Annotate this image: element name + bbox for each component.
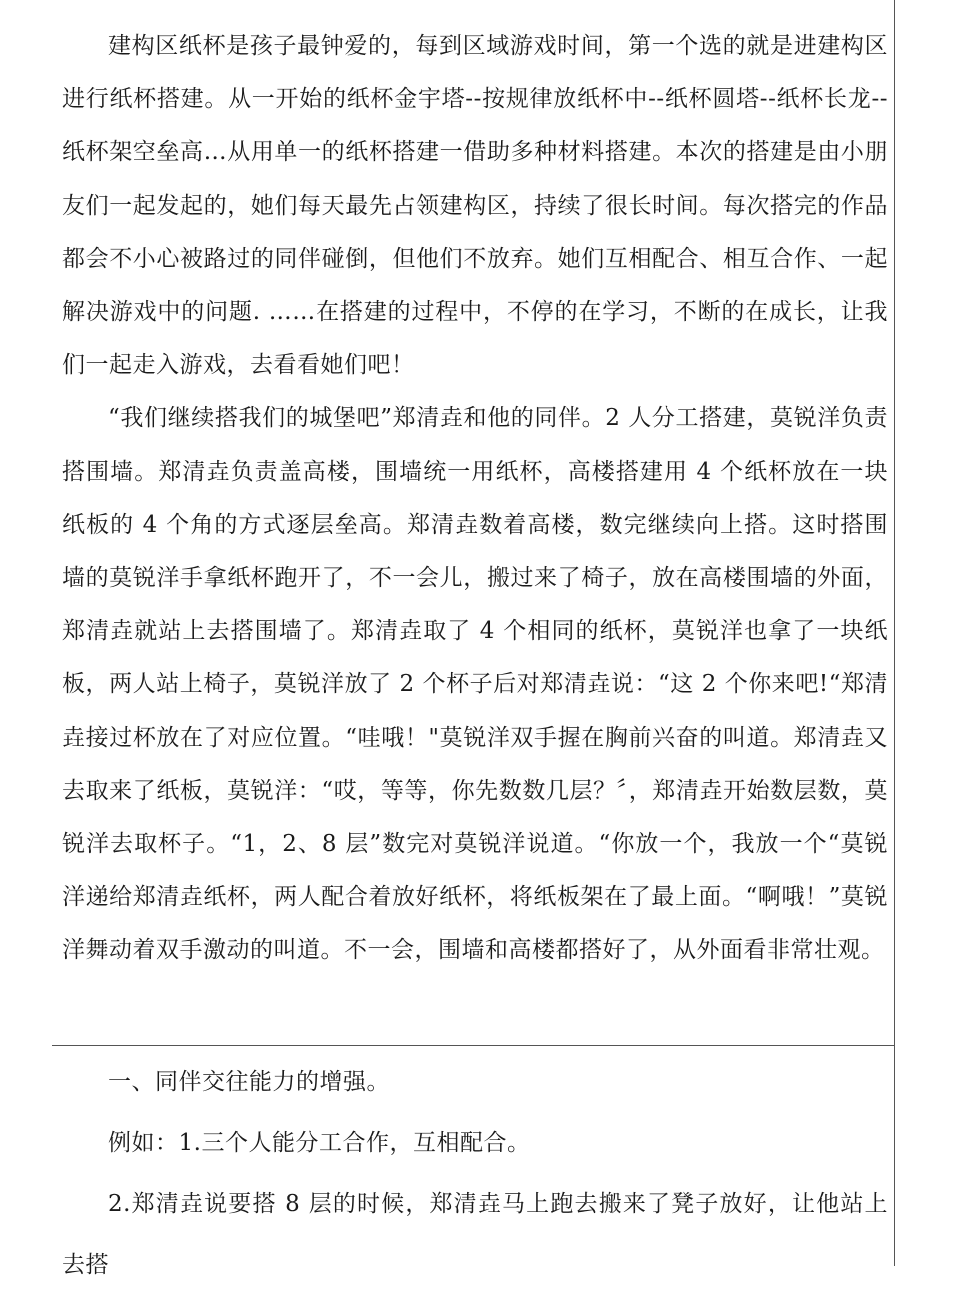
analysis-cell [62,1052,888,1296]
analysis-example-1: 例如：1.三个人能分工合作，互相配合。 [108,1130,531,1156]
analysis-example-2: 2.郑清垚说要搭 8 层的时候，郑清垚马上跑去搬来了凳子放好，让他站上去搭 [62,1191,888,1278]
observation-record-cell [62,20,888,978]
table-row-divider [52,1045,895,1046]
intro-paragraph: 建构区纸杯是孩子最钟爱的，每到区域游戏时间，第一个选的就是进建构区进行纸杯搭建。从一开始的纸杯金宇塔--按规律放纸杯中--纸杯圆塔--纸杯长龙--纸杯架空垒高…从用单一的纸杯搭建一借助多种材料搭建。本次的搭建是由小朋友们一起发起的，她们每天最先占领建构区，持续了很长时间。每次搭完的作品都会不小心被路过的同伴碰倒，但他们不放弃。她们互相配合、相互合作、一起解决游戏中的问题. ……在搭建的过程中，不停的在学习，不断的在成长，让我们一起走入游戏，去看看她们吧！ [62,33,888,379]
analysis-heading: 一、同伴交往能力的增强。 [108,1069,390,1095]
narrative-paragraph: “我们继续搭我们的城堡吧”郑清垚和他的同伴。2 人分工搭建，莫锐洋负责搭围墙。郑清垚负责盖高楼，围墙统一用纸杯，高楼搭建用 4 个纸杯放在一块纸板的 4 个角的方式逐层垒高。郑清垚数着高楼，数完继续向上搭。这时搭围墙的莫锐洋手拿纸杯跑开了，不一会儿，搬过来了椅子，放在高楼围墙的外面，郑清垚就站上去搭围墙了。郑清垚取了 4 个相同的纸杯，莫锐洋也拿了一块纸板，两人站上椅子，莫锐洋放了 2 个杯子后对郑清垚说：“这 2 个你来吧!“郑清垚接过杯放在了对应位置。“哇哦！"莫锐洋双手握在胸前兴奋的叫道。郑清垚又去取来了纸板，莫锐洋：“哎，等等，你先数数几层？〞，郑清垚开始数层数，莫锐洋去取杯子。“1，2、8 层”数完对莫锐洋说道。“你放一个，我放一个“莫锐洋递给郑清垚纸杯，两人配合着放好纸杯，将纸板架在了最上面。“啊哦！”莫锐洋舞动着双手激动的叫道。不一会，围墙和高楼都搭好了，从外面看非常壮观。 [62,405,888,964]
table-right-border [894,0,895,1266]
